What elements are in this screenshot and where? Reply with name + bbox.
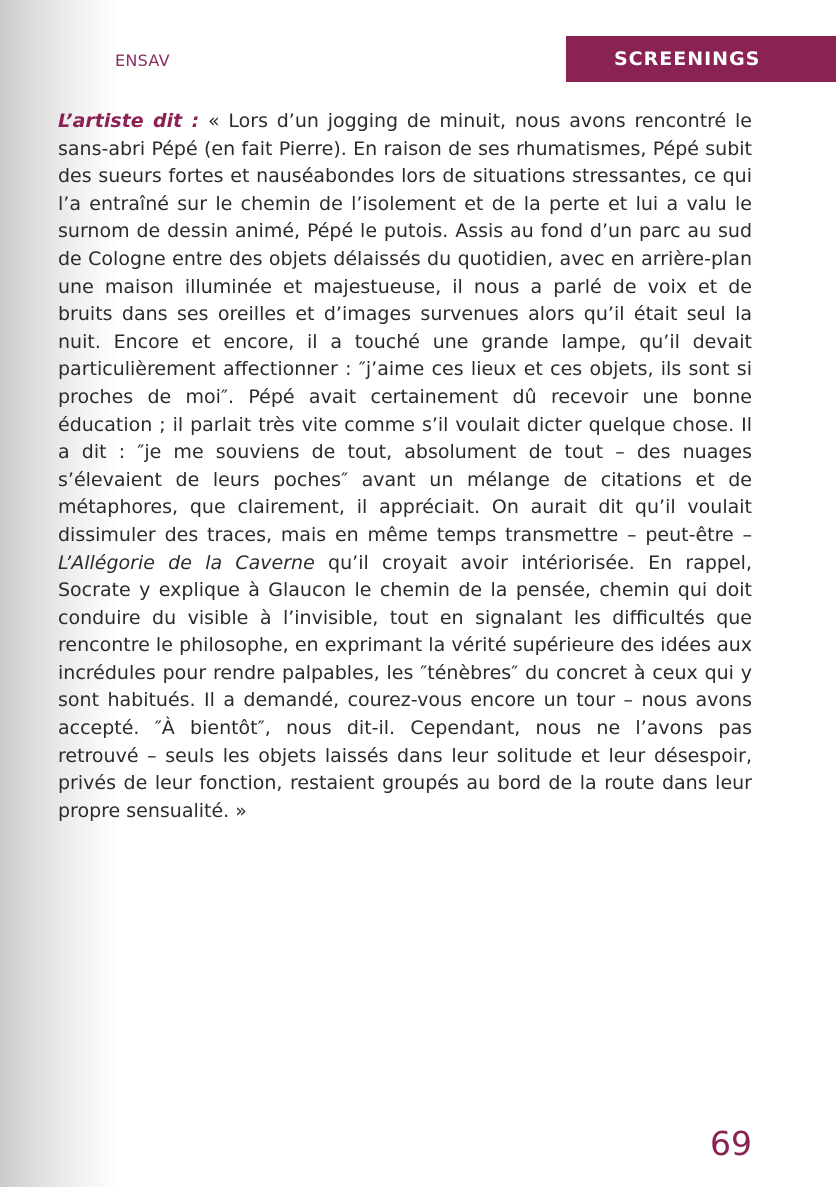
paragraph-text-part2: qu’il croyait avoir intériorisée. En rappel, Socrate y explique à Glaucon le chemin de la pensée, chemin qui doit conduire du visible à l’invisible, tout en signalant les difficultés que rencontre le philosophe, en exprimant la vérité supérieure des idées aux incrédules pour rendre palpables, les ″ténèbres″ du concret à ceux qui y sont habitués. Il a demandé, courez-vous encore un tour – nous avons accepté. ″À bientôt″, nous dit-il. Cependant, nous ne l’avons pas retrouvé – seuls les objets laissés dans leur solitude et leur désespoir, privés de leur fonction, restaient groupés au bord de la route dans leur propre sensualité. »	[58, 551, 752, 822]
page-number: 69	[710, 1124, 752, 1163]
paragraph-text-part1: « Lors d’un jogging de minuit, nous avons rencontré le sans-abri Pépé (en fait Pierre). En raison de ses rhumatismes, Pépé subit des sueurs fortes et nauséabondes lors de situations stressantes, ce qui l’a entraîné sur le chemin de l’isolement et de la perte et lui a valu le surnom de dessin animé, Pépé le putois. Assis au fond d’un parc au sud de Cologne entre des objets délaissés du quotidien, avec en arrière-plan une maison illuminée et majestueuse, il nous a parlé de voix et de bruits dans ses oreilles et d’images survenues alors qu’il était seul la nuit. Encore et encore, il a touché une grande lampe, qu’il devait particulièrement affectionner : ″j’aime ces lieux et ces objets, ils sont si proches de moi″. Pépé avait certainement dû recevoir une bonne éducation ; il parlait très vite comme s’il voulait dicter quelque chose. Il a dit : ″je me souviens de tout, absolument de tout – des nuages s’élevaient de leurs poches″ avant un mélange de citations et de métaphores, que clairement, il appréciait. On aurait dit qu’il voulait dissimuler des traces, mais en même temps transmettre – peut-être –	[58, 110, 752, 546]
lead-label: L’artiste dit :	[58, 110, 200, 132]
section-tab-label: SCREENINGS	[614, 48, 761, 70]
article-paragraph	[58, 108, 752, 825]
section-tab	[566, 36, 836, 82]
running-head-left: ENSAV	[115, 51, 170, 70]
italic-work-title: L’Allégorie de la Caverne	[58, 551, 315, 574]
